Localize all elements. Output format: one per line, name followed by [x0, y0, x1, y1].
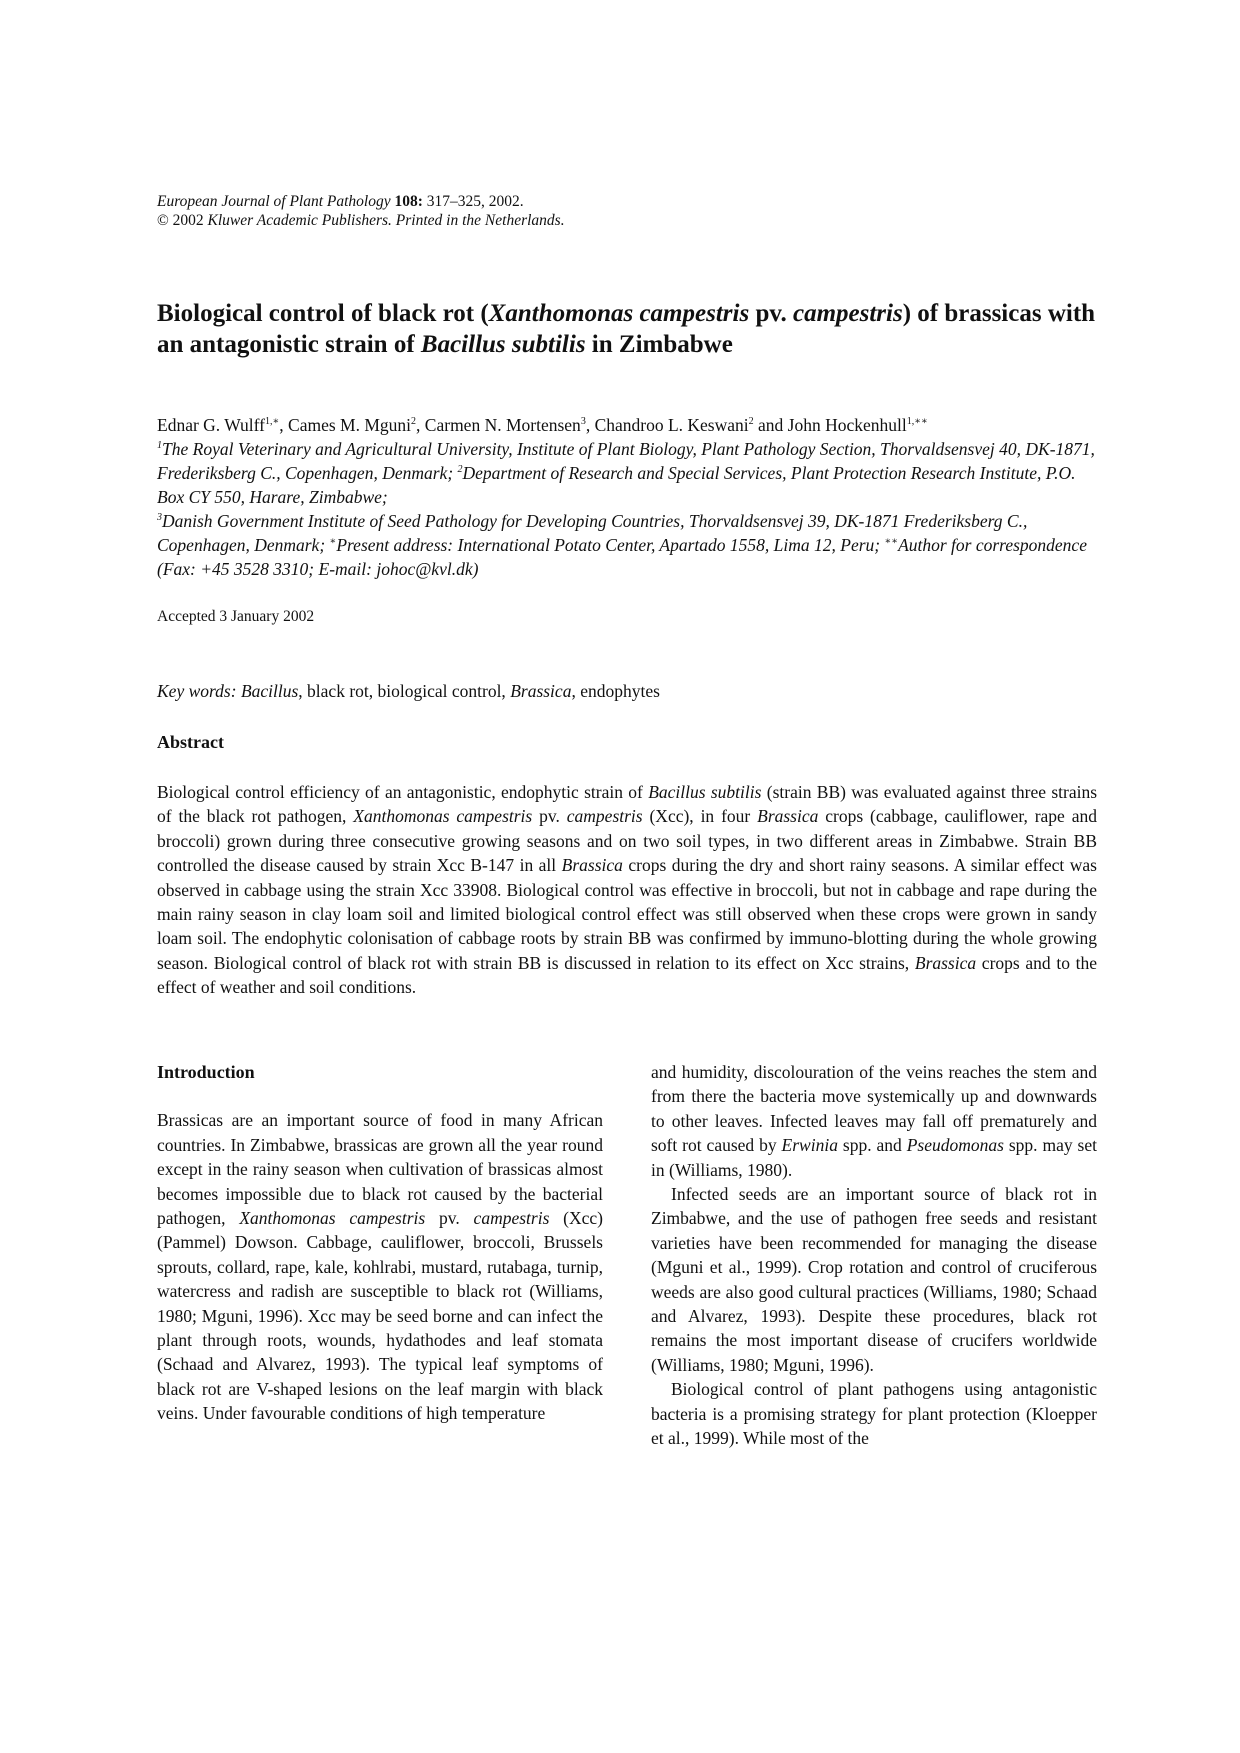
journal-pages: 317–325, 2002. [426, 193, 524, 210]
copyright-symbol: © 2002 [157, 212, 204, 229]
intro-paragraph-2: Infected seeds are an important source of black rot in Zimbabwe, and the use of pathogen free seeds and resistant varieties have been recommended for managing the disease (Mguni et al., 1999). Crop rotation and control of cruciferous weeds are also good cultural practices (Williams, 1980; Schaad and Alvarez, 1993). Despite these procedures, black rot remains the most important disease of crucifers worldwide (Williams, 1980; Mguni, 1996). [651, 1184, 1097, 1375]
journal-citation-line [157, 192, 1097, 211]
author-block [157, 413, 1097, 581]
intro-paragraph-3: Biological control of plant pathogens using antagonistic bacteria is a promising strategy for plant protection (Kloepper et al., 1999). While most of the [651, 1379, 1097, 1449]
keywords: Key words: Bacillus, black rot, biological control, Brassica, endophytes [157, 681, 660, 701]
abstract-heading: Abstract [157, 732, 224, 752]
author-list: Ednar G. Wulff$^{1,∗}$, Cames M. Mguni$^2$, Carmen N. Mortensen$^3$, Chandroo L. Keswani$^2$ and John Hockenhull$^{1,∗∗}$ [157, 415, 928, 435]
right-column [651, 1060, 1097, 1451]
journal-header [157, 192, 1097, 230]
intro-paragraph-1: Brassicas are an important source of food in many African countries. In Zimbabwe, brassicas are grown all the year round except in the rainy season when cultivation of brassicas almost becomes impossible due to black rot caused by the bacterial pathogen, Xanthomonas campestris pv. campestris (Xcc) (Pammel) Dowson. Cabbage, cauliflower, broccoli, Brussels sprouts, collard, rape, kale, kohlrabi, mustard, rutabaga, turnip, watercress and radish are susceptible to black rot (Williams, 1980; Mguni, 1996). Xcc may be seed borne and can infect the plant through roots, wounds, hydathodes and leaf stomata (Schaad and Alvarez, 1993). The typical leaf symptoms of black rot are V-shaped lesions on the leaf margin with black veins. Under favourable conditions of high temperature [157, 1110, 603, 1424]
publisher: Kluwer Academic Publishers. Printed in the Netherlands. [207, 212, 565, 229]
left-column [157, 1060, 603, 1426]
copyright-line [157, 211, 1097, 230]
article-title: Biological control of black rot (Xanthomonas campestris pv. campestris) of brassicas with an antagonistic strain of Bacillus subtilis in Zimbabwe [157, 300, 1096, 358]
journal-name: European Journal of Plant Pathology [157, 193, 391, 210]
accepted-date: Accepted 3 January 2002 [157, 608, 315, 625]
journal-volume: 108: [394, 193, 423, 210]
introduction-heading: Introduction [157, 1062, 255, 1082]
abstract-text: Biological control efficiency of an antagonistic, endophytic strain of Bacillus subtilis (strain BB) was evaluated against three strains of the black rot pathogen, Xanthomonas campestris pv. campestris (Xcc), in four Brassica crops (cabbage, cauliflower, rape and broccoli) grown during three consecutive growing seasons and on two soil types, in two different areas in Zimbabwe. Strain BB controlled the disease caused by strain Xcc B-147 in all Brassica crops during the dry and short rainy seasons. A similar effect was observed in cabbage using the strain Xcc 33908. Biological control was effective in broccoli, but not in cabbage and rape during the main rainy season in clay loam soil and limited biological control effect was still observed when these crops were grown in sandy loam soil. The endophytic colonisation of cabbage roots by strain BB was confirmed by immuno-blotting during the whole growing season. Biological control of black rot with strain BB is discussed in relation to its effect on Xcc strains, Brassica crops and to the effect of weather and soil conditions. [157, 782, 1098, 998]
affiliations: $^1$The Royal Veterinary and Agricultural University, Institute of Plant Biology, Plant Pathology Section, Thorvaldsensvej 40, DK-1871, Frederiksberg C., Copenhagen, Denmark; $^2$Department of Research and Special Services, Plant Protection Research Institute, P.O. Box CY 550, Harare, Zimbabwe; $^3$Danish Government Institute of Seed Pathology for Developing Countries, Thorvaldsensvej 39, DK-1871 Frederiksberg C., Copenhagen, Denmark; ∗Present address: International Potato Center, Apartado 1558, Lima 12, Peru; ∗∗Author for correspondence (Fax: +45 3528 3310; E-mail: johoc@kvl.dk) [157, 439, 1095, 579]
intro-paragraph-1-cont: and humidity, discolouration of the veins reaches the stem and from there the bacteria move systemically up and downwards to other leaves. Infected leaves may fall off prematurely and soft rot caused by Erwinia spp. and Pseudomonas spp. may set in (Williams, 1980). [651, 1062, 1097, 1180]
